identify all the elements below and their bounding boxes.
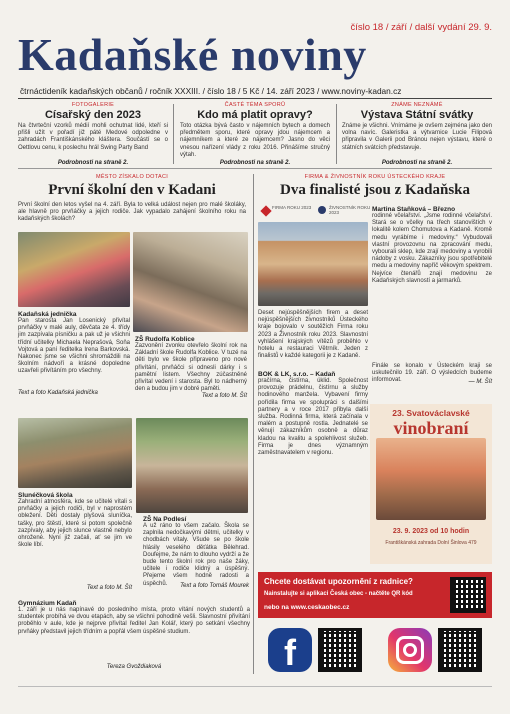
- moneta-logo-icon: [318, 206, 326, 214]
- photo-zs-na-podlesi: [136, 418, 248, 513]
- photo-firma-building: [258, 222, 368, 306]
- left-article-title: První školní den v Kadani: [48, 182, 216, 198]
- masthead-title: Kadaňské noviny: [18, 29, 367, 80]
- teaser-opravy[interactable]: ČASTÉ TÉMA SPORŮ Kdo má platit opravy? Toto otázka bývá často v nájemních bytech a domech předmětem sporu, které opravy jdou nájemcem a nájemníkem a které ze nájemcem? Jasno do věci vnesou nařízení vlády z roku 2016. Přinášíme stručný výtah. Podrobnosti na straně 2.: [180, 102, 330, 166]
- app-qr-code[interactable]: [450, 577, 486, 613]
- teaser-vystava[interactable]: ZNÁME NEZNÁMÉ Výstava Státní svátky Známe je všichni. Vnímáme je ovšem zejména jako den volna navíc. Galeristka a výtvarnice Lucie Filipová připravila v Galerii pod Bránou nejen výstavu, které o státních svátcích představuje. Podrobnosti na straně 2.: [342, 102, 492, 166]
- masthead-subline: čtrnáctideník kadaňských občanů / ročník XXXIII. / číslo 18 / 5 Kč / 14. září 2023 / www.noviny-kadan.cz: [20, 86, 402, 96]
- teaser-fotogalerie[interactable]: FOTOGALERIE Císařský den 2023 Na čtvrteční vzorků médií mohli ochutnat lidé, kteří si přišli užít v pořadí již páté Medové odpoledne v zahradách Františkánského kláštera. Součástí se o Oettlovu cenu, k poslechu hrál Swing Party Band Podrobnosti na straně 2.: [18, 102, 168, 166]
- section-slunickova-skola: Slunéčková škola Zahradní atmosféra, kde se učitelé vítali s prvňáčky a jejich rodiči, byl v naprostém obležení. Děti dostaly plyšová sluníčka, tašky, pro štěstí, které si potom společně zazpívaly, aby jejich slunce vlastně nebylo ohrožené. Nyní již začali, ať se jim ve škole líbí. Text a foto M. Šít: [18, 492, 132, 591]
- photo-slunickova-skola: [18, 418, 132, 488]
- section-zs-koblice: ZŠ Rudolfa Koblice Zazvonění zvonku otevřelo školní rok na Základní škole Rudolfa Koblice. V tuzé na děti bylo ve škole připraveno pro nové přivítání, prvňáčci si odnesli dárky i s pamětní listem. Všechny zúčastněné přivítal vedení i starosta. Byl to nádherný den a budou jim v dobré paměti. Text a foto M. Šít: [135, 336, 247, 399]
- photo-zs-koblice: [133, 232, 248, 332]
- section-martina: Martina Staňková – Březno rodinné včelařství. „Jsme rodinné včelařství. Stará se o včelky na třech stanovištích v lokalitě kolem Chomutova a Kadaně. Kromě medu vyrábíme i medoviny.“ Vybudovali vlastní provozovnu na zpracování medu, vybourali sklep, kde zrají medoviny a vyrobili nádoby z vosku. Zákazníky jsou spotřebitelé medu a medoviny napříč věkovým spektrem. Nejvíce čtenářů znají medovinu ze Kadaňských slavností a jarmarků. Finále se konalo v Ústeckém kraji se uskutečnilo 19. září. O výsledcích budeme informovat. — M. Šít: [372, 206, 492, 385]
- left-article-header: MĚSTO ZÍSKALO DOTACI První školní den v Kadani První školní den letos vyšel na 4. září. Byla to velká událost nejen pro malé školáky, ale hlavně pro prvňáčky a jejich rodiče. Jak vypadalo zahájení školního roku na kadaňských školách?: [18, 174, 246, 223]
- instagram-qr-code[interactable]: [438, 628, 482, 672]
- issue-info: číslo 18 / září / další vydání 29. 9.: [350, 22, 492, 33]
- ad-illustration: [376, 438, 486, 520]
- ad-vinobrani[interactable]: 23. Svatováclavské vinobraní 23. 9. 2023 od 10 hodin Františkánská zahrada Dolní Šinlova 479: [370, 404, 492, 564]
- photo-kadanska-jednicka: [18, 232, 130, 307]
- app-banner[interactable]: Chcete dostávat upozornění z radnice? Nainstalujte si aplikaci Česká obec - načtěte QR kód nebo na www.ceskaobec.cz: [258, 572, 492, 618]
- right-article-title: Dva finalisté jsou z Kadaňska: [279, 182, 471, 198]
- section-gymnazium: Gymnázium Kadaň 1. září je u nás napínavé do posledního místa, proto vítání nových studentů a studentek probíhá ve dvou etapách, aby se všichni pohodlně vešli. Slavnostní přivítání proběhlo v aule, kde je nejprve přivítal ředitel Jan Kolář, který po setkání všechny prvňáky představil jejich třídním a popřál všem úspěšné studium. Tereza Gvoždiaková: [18, 600, 250, 670]
- header-rule: [18, 98, 492, 99]
- right-article-lead: Deset nejúspěšnějších firem a deset nejúspěšnějších živnostníků Ústeckého kraje bojovalo v soutěžích Firma roku 2023 a Živnostník roku 2023. Slavnostní vyhlášení krajských vítězů proběhlo v hotelu a restauraci Větrník. Jeden z finalistů v každé kategorii je z Kadaně.: [258, 310, 368, 360]
- section-bok-lk: BOK & LK, s.r.o. – Kadaň pračírna, čistírna, úklid. Společnost provozuje prádelnu, čistírnu a služby hodinového manžela. Vybavení firmy pořídila firma ve spolupráci s dalšími partnery a v roce 2017 přibyla další služba. Rodinná firma, která začínala v malém a postupně rostla. Jednatelé se věnují zákazníkům osobně a důraz kladou na kvalitu a spolehlivost služeb. Firma je dnes významným zaměstnavatelem v regionu.: [258, 371, 368, 457]
- instagram-icon[interactable]: [388, 628, 432, 672]
- pwc-logo-icon: [260, 205, 271, 216]
- section-kadanska-jednicka: Kadaňská jednička Pan starosta Jan Losenický přivítal prvňáčky v malé auly, děvčata ze 4. třídy jim zazpívala písničku a pak už je všichni třídní učitelky Michaela Neprašová, Soňa Vojtová a paní ředitelka Irena Barkovská. Nakonec jsme se všichni shromáždili na školním nádvoří a krásné dopoledne uzavřeli přivítáním pro všechny. Text a foto Kadaňská jednička: [18, 311, 130, 396]
- facebook-icon[interactable]: f: [268, 628, 312, 672]
- right-article-header: FIRMA & ŽIVNOSTNÍK ROKU ÚSTECKÉHO KRAJE Dva finalisté jsou z Kadaňska: [258, 174, 492, 199]
- facebook-qr-code[interactable]: [318, 628, 362, 672]
- section-zs-na-podlesi: ZŠ Na Podlesí A už ráno to všem začalo. Škola se zaplnila nedočkavými dětmi, učitelky v chodbách vítaly. Všude se po škole hlásily veselého děťátka Bělehrad. Doufejme, že nám to dlouho vydrží a že bude tento školní rok pro naše žáky, učitele i rodiče klidný a úspěšný. Přejeme všem hodně radosti a úspěchů. Text a foto Tomáš Mourek: [143, 516, 249, 589]
